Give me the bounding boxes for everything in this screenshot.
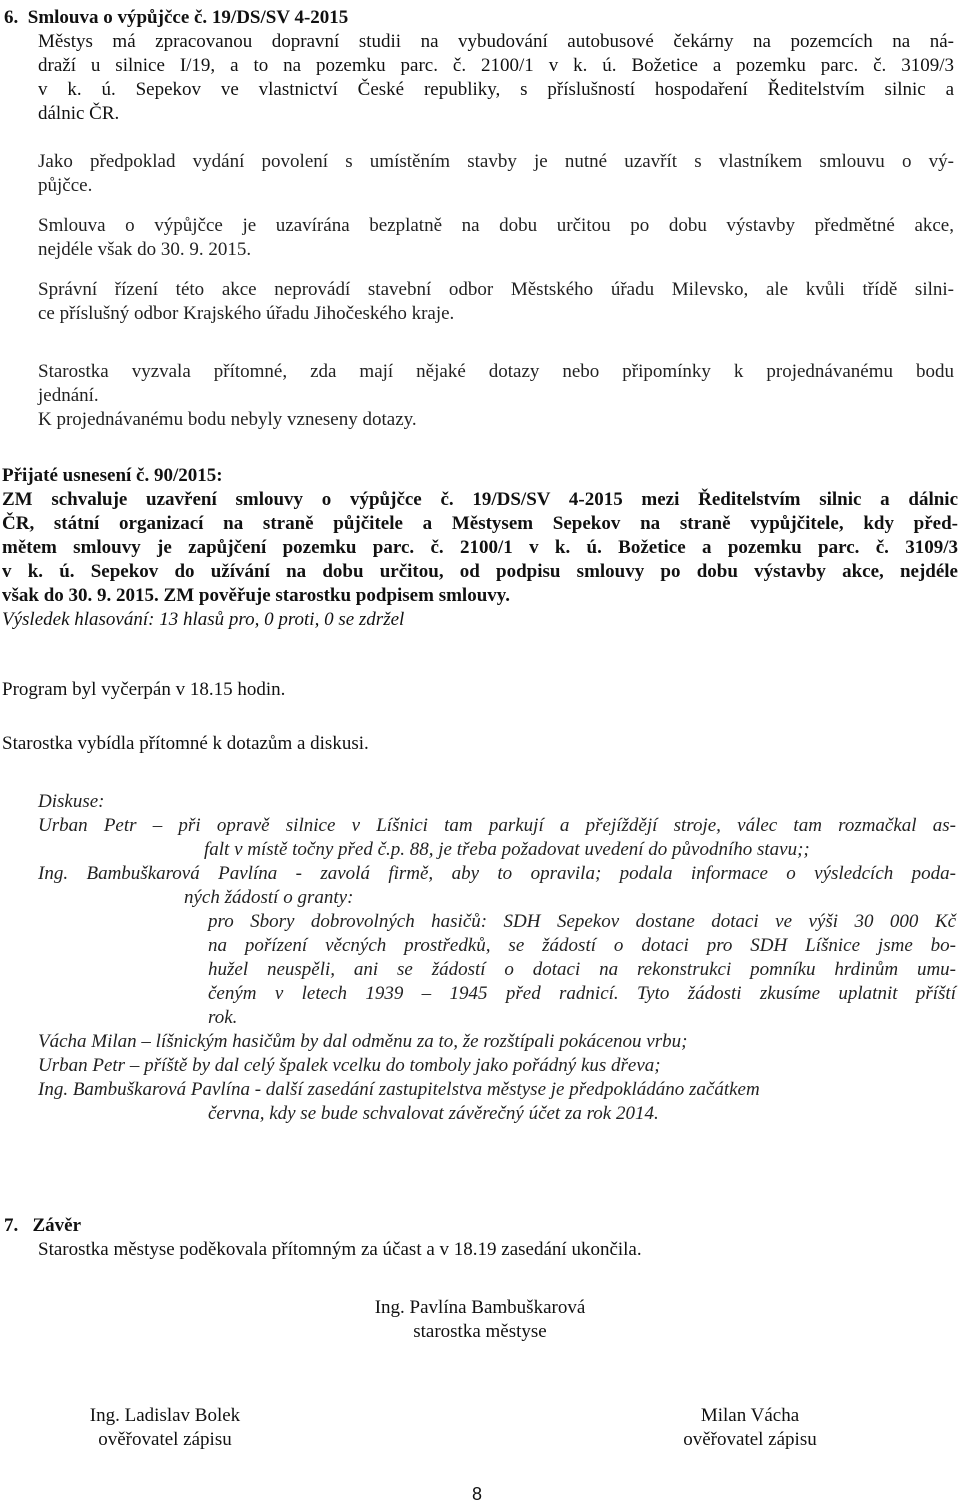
paragraph-line: Městys má zpracovanou dopravní studii na vybudování autobusové čekárny na pozemcích na ná- — [38, 31, 954, 52]
paragraph-line: Smlouva o výpůjčce je uzavírána bezplatně na dobu určitou po dobu výstavby předmětné akce, — [38, 215, 954, 236]
discussion-entry: Vácha Milan – líšnickým hasičům by dal odměnu za to, že rozštípali pokácenou vrbu; — [38, 1031, 688, 1052]
paragraph-line: ce příslušný odbor Krajského úřadu Jihočeského kraje. — [38, 303, 455, 324]
discussion-entry-cont: ných žádostí o granty: — [184, 887, 354, 908]
resolution-line: však do 30. 9. 2015. ZM pověřuje starostku podpisem smlouvy. — [2, 585, 510, 606]
discussion-invite — [2, 732, 369, 756]
section-6-intro — [38, 30, 954, 126]
discussion-entry: Urban Petr – při opravě silnice v Líšnici tam parkují a přejíždějí stroje, válec tam rozmačkal as- — [38, 815, 956, 836]
discussion-invite-text: Starostka vybídla přítomné k dotazům a diskusi. — [2, 733, 369, 754]
paragraph-line: půjčce. — [38, 175, 93, 196]
signature-name: Milan Vácha — [700, 1405, 800, 1426]
section-6-paragraph-5 — [38, 360, 954, 432]
discussion-label: Diskuse: — [38, 791, 105, 812]
discussion-entry: Urban Petr – příště by dal celý špalek vcelku do tomboly jako pořádný kus dřeva; — [38, 1055, 661, 1076]
resolution-line: ZM schvaluje uzavření smlouvy o výpůjčce č. 19/DS/SV 4-2015 mezi Ředitelstvím silnic a dálnic — [2, 489, 958, 510]
discussion-subentry — [208, 910, 956, 1030]
section-6-paragraph-4 — [38, 278, 954, 326]
section-7-heading: 7. Závěr — [4, 1215, 82, 1236]
discussion-entry: Ing. Bambuškarová Pavlína - další zasedání zastupitelstva městyse je předpokládáno začátkem — [38, 1079, 760, 1100]
discussion-entry-cont: falt v místě točny před č.p. 88, je třeba požadovat uvedení do původního stavu;; — [204, 839, 810, 860]
section-7 — [4, 1214, 954, 1262]
section-6 — [4, 6, 958, 30]
resolution — [2, 464, 958, 632]
paragraph-line: K projednávanému bodu nebyly vzneseny dotazy. — [38, 409, 417, 430]
section-7-text: Starostka městyse poděkovala přítomným za účast a v 18.19 zasedání ukončila. — [38, 1239, 642, 1260]
program-end — [2, 678, 285, 702]
paragraph-line: Správní řízení této akce neprovádí stavební odbor Městského úřadu Milevsko, ale kvůli třídě silni- — [38, 279, 954, 300]
discussion-sub-line: hužel neuspěli, ani se žádostí o dotaci na rekonstrukci pomníku hrdinům umu- — [208, 959, 956, 980]
program-end-text: Program byl vyčerpán v 18.15 hodin. — [2, 679, 286, 700]
paragraph-line: draží u silnice I/19, a to na pozemku parc. č. 2100/1 v k. ú. Božetice a pozemku parc. č. 3109/3 — [38, 55, 954, 76]
paragraph-line: Jako předpoklad vydání povolení s umístěním stavby je nutné uzavřít s vlastníkem smlouvu o vý- — [38, 151, 954, 172]
mayor-signature — [280, 1296, 680, 1344]
signature-name: Ing. Pavlína Bambuškarová — [374, 1297, 586, 1318]
section-6-paragraph-3 — [38, 214, 954, 262]
paragraph-line: jednání. — [38, 385, 99, 406]
resolution-line: v k. ú. Sepekov do užívání na dobu určitou, od podpisu smlouvy po dobu výstavby akce, nejdéle — [2, 561, 958, 582]
discussion-sub-line: čeným v letech 1939 – 1945 před radnicí. Tyto žádosti zkusíme uplatnit příští — [208, 983, 956, 1004]
paragraph-line: nejdéle však do 30. 9. 2015. — [38, 239, 252, 260]
verifier-left-signature — [40, 1404, 290, 1452]
discussion-entry: Ing. Bambuškarová Pavlína - zavolá firmě, aby to opravila; podala informace o výsledcích poda- — [38, 863, 956, 884]
vote-result: Výsledek hlasování: 13 hlasů pro, 0 proti, 0 se zdržel — [2, 609, 405, 630]
discussion-sub-line: pro Sbory dobrovolných hasičů: SDH Sepekov dostane dotaci ve výši 30 000 Kč — [208, 911, 956, 932]
discussion-sub-line: na pořízení věcných prostředků, se žádostí o dotaci pro SDH Líšnice jsme bo- — [208, 935, 956, 956]
page-number: 8 — [472, 1484, 483, 1504]
discussion-sub-line: rok. — [208, 1007, 238, 1028]
section-6-paragraph-2 — [38, 150, 954, 198]
paragraph-line: Starostka vyzvala přítomné, zda mají nějaké dotazy nebo připomínky k projednávanému bodu — [38, 361, 954, 382]
signature-role: ověřovatel zápisu — [683, 1429, 817, 1450]
signature-role: starostka městyse — [413, 1321, 547, 1342]
paragraph-line: dálnic ČR. — [38, 103, 120, 124]
resolution-line: mětem smlouvy je zapůjčení pozemku parc. č. 2100/1 v k. ú. Božetice a pozemku parc. č. 3109/3 — [2, 537, 958, 558]
signature-name: Ing. Ladislav Bolek — [89, 1405, 241, 1426]
signature-role: ověřovatel zápisu — [98, 1429, 232, 1450]
resolution-line: ČR, státní organizací na straně půjčitele a Městysem Sepekov na straně vypůjčitele, kdy před- — [2, 513, 958, 534]
discussion — [38, 790, 956, 1126]
paragraph-line: v k. ú. Sepekov ve vlastnictví České republiky, s příslušností hospodaření Ředitelstvím silnic a — [38, 79, 954, 100]
section-6-heading: 6. Smlouva o výpůjčce č. 19/DS/SV 4-2015 — [4, 7, 349, 28]
verifier-right-signature — [625, 1404, 875, 1452]
discussion-entry-cont: června, kdy se bude schvalovat závěrečný účet za rok 2014. — [208, 1103, 659, 1124]
resolution-title: Přijaté usnesení č. 90/2015: — [2, 465, 223, 486]
